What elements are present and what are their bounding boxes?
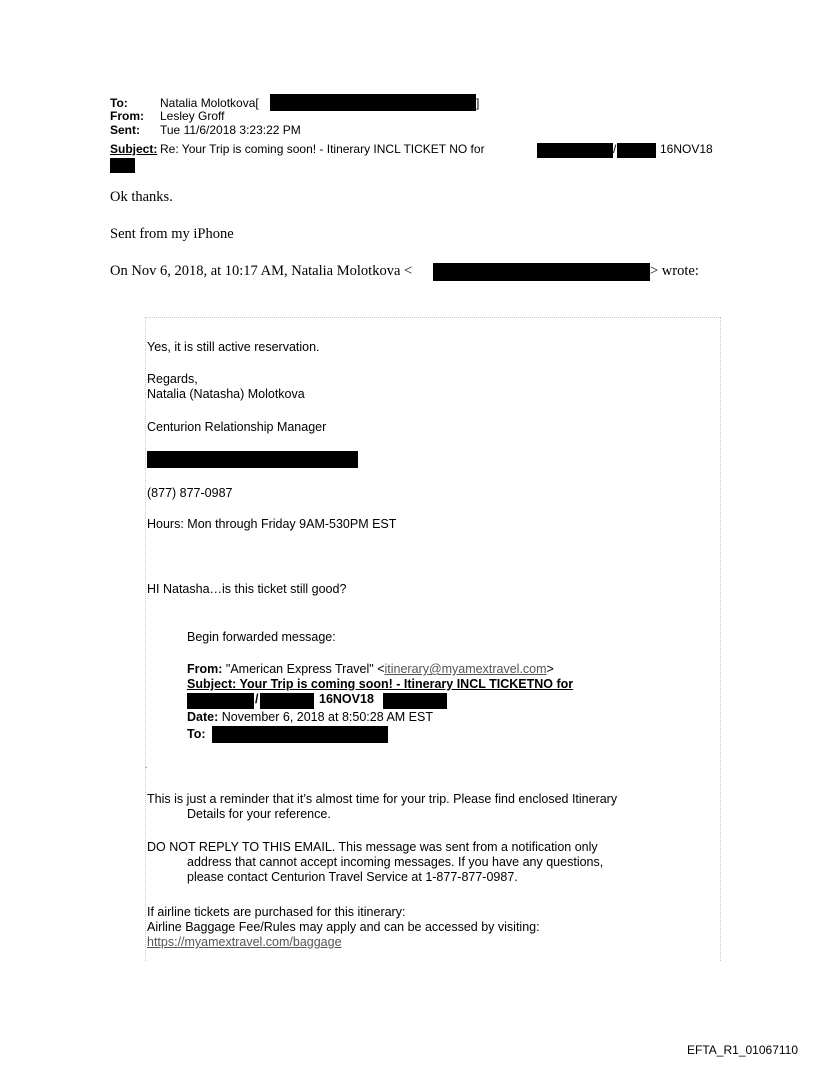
airline-line-1: If airline tickets are purchased for this itinerary: — [147, 905, 406, 919]
reply-text: Ok thanks. — [110, 189, 173, 205]
airline-line-2: Airline Baggage Fee/Rules may apply and can be accessed by visiting: — [147, 920, 540, 934]
redaction-signature-email — [147, 451, 358, 468]
forwarded-subject-date: 16NOV18 — [319, 692, 374, 706]
from-value: Lesley Groff — [160, 109, 225, 123]
quoted-active-line: Yes, it is still active reservation. — [147, 340, 320, 354]
forwarded-date-label: Date: — [187, 710, 219, 724]
redaction-fwd-subject-1 — [187, 693, 254, 709]
forwarded-date-line — [187, 710, 433, 725]
redaction-to-email — [270, 94, 476, 111]
forwarded-heading: Begin forwarded message: — [187, 630, 336, 644]
forwarded-from-label: From: — [187, 662, 223, 676]
from-label: From: — [110, 109, 144, 123]
document-id: EFTA_R1_01067110 — [687, 1043, 798, 1057]
redaction-fwd-to — [212, 726, 388, 743]
quoted-hours: Hours: Mon through Friday 9AM-530PM EST — [147, 517, 397, 531]
forwarded-from-email-link[interactable]: itinerary@myamextravel.com — [384, 662, 547, 676]
redaction-subject-1 — [537, 143, 613, 158]
forwarded-from-line — [187, 662, 554, 677]
reminder-line-1: This is just a reminder that it’s almost time for your trip. Please find enclosed Itinerary — [147, 792, 618, 806]
forwarded-date-value: November 6, 2018 at 8:50:28 AM EST — [221, 710, 433, 724]
redaction-fwd-subject-3 — [383, 693, 447, 709]
baggage-link[interactable]: https://myamextravel.com/baggage — [147, 935, 342, 949]
forwarded-from-close: > — [546, 662, 554, 676]
quoted-phone: (877) 877-0987 — [147, 486, 233, 500]
subject-label: Subject: — [110, 142, 158, 156]
quoted-regards: Regards, — [147, 372, 198, 386]
to-label: To: — [110, 96, 128, 110]
noreply-line-3: please contact Centurion Travel Service at 1-877-877-0987. — [187, 870, 518, 884]
subject-date: 16NOV18 — [660, 142, 713, 156]
redaction-fwd-subject-2 — [260, 693, 314, 709]
quoted-sender-title: Centurion Relationship Manager — [147, 420, 327, 434]
separator-dot: . — [145, 761, 148, 770]
sent-value: Tue 11/6/2018 3:23:22 PM — [160, 123, 301, 137]
redaction-subject-2 — [617, 143, 656, 158]
noreply-line-1: DO NOT REPLY TO THIS EMAIL. This message was sent from a notification only — [147, 840, 598, 854]
forwarded-subject: Subject: Your Trip is coming soon! - Itinerary INCL TICKETNO for — [187, 677, 574, 691]
to-bracket-close: ] — [476, 96, 480, 110]
quote-intro — [110, 263, 412, 280]
sent-from-signature: Sent from my iPhone — [110, 226, 234, 242]
forwarded-to-label: To: — [187, 727, 206, 741]
redaction-quote-email — [433, 263, 650, 281]
to-value: Natalia Molotkova[ — [160, 96, 259, 110]
quoted-sender-name: Natalia (Natasha) Molotkova — [147, 387, 305, 401]
quote-intro-end: > wrote: — [650, 263, 699, 279]
reminder-line-2: Details for your reference. — [187, 807, 331, 821]
subject-value: Re: Your Trip is coming soon! - Itinerary INCL TICKET NO for — [160, 142, 485, 156]
noreply-line-2: address that cannot accept incoming messages. If you have any questions, — [187, 855, 604, 869]
subject-slash: / — [613, 142, 617, 156]
quote-intro-start: On Nov 6, 2018, at 10:17 AM, Natalia Molotkova < — [110, 263, 413, 279]
forwarded-subject-slash: / — [255, 692, 259, 706]
redaction-subject-3 — [110, 158, 135, 173]
sent-label: Sent: — [110, 123, 140, 137]
quoted-question: HI Natasha…is this ticket still good? — [147, 582, 347, 596]
forwarded-from-value: "American Express Travel" < — [225, 662, 385, 676]
